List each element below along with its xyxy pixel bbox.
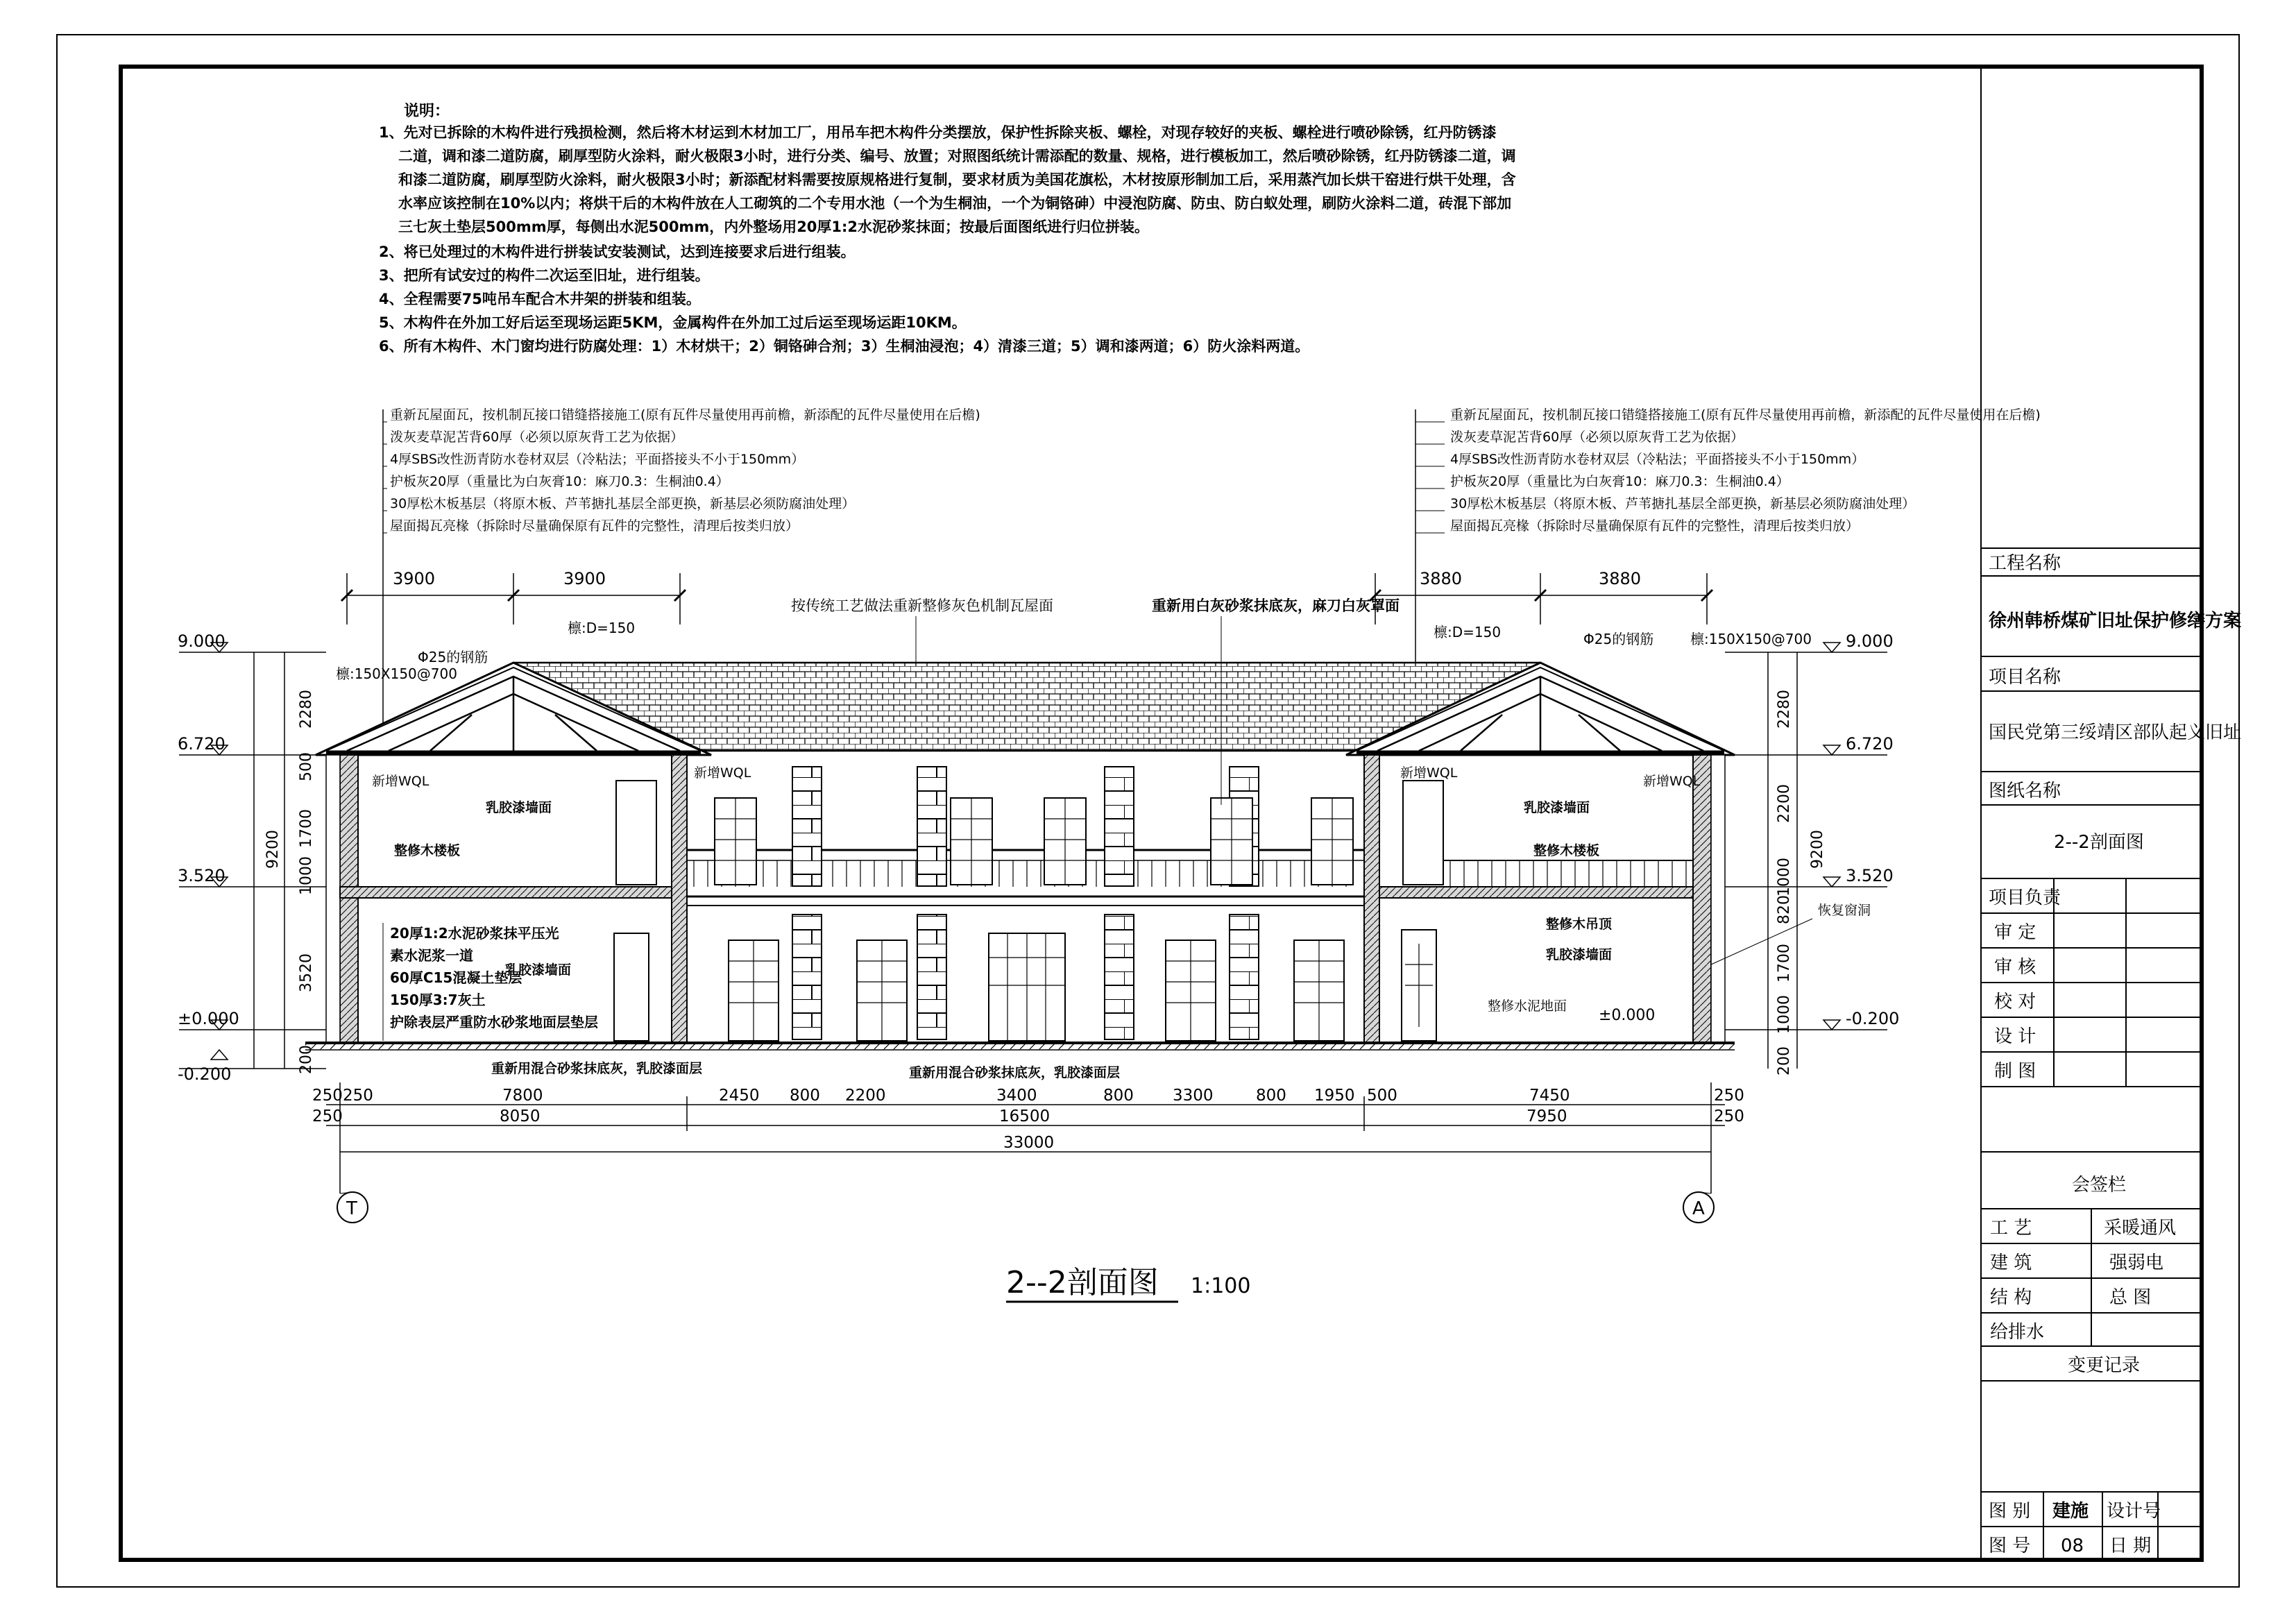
beam-note: 檩:150X150@700 xyxy=(336,665,457,682)
elevation-label: 6.720 xyxy=(1846,734,1894,754)
tb-project-name: 徐州韩桥煤矿旧址保护修缮方案 xyxy=(1989,611,2242,631)
plaster-note: 重新用混合砂浆抹底灰，乳胶漆面层 xyxy=(491,1061,703,1076)
dim-total: 33000 xyxy=(1003,1134,1055,1152)
dim-label: 800 xyxy=(1256,1087,1286,1105)
note-line: 5、木构件在外加工好后运至现场运距5KM，金属构件在外加工过后运至现场运距10KM。 xyxy=(379,314,967,331)
beam-note: 檩:150X150@700 xyxy=(1690,631,1812,647)
dim-label: 250 xyxy=(1714,1107,1744,1125)
vert-total: 9200 xyxy=(1809,830,1826,869)
dim-label: 3880 xyxy=(1599,569,1642,588)
tb-sign-left: 工 艺 xyxy=(1990,1218,2032,1239)
tb-item-name: 国民党第三绥靖区部队起义旧址 xyxy=(1989,722,2242,743)
dim-label: 7450 xyxy=(1529,1087,1570,1105)
dim-row-2 xyxy=(312,1107,1744,1125)
floor-layer-note: 20厚1:2水泥砂浆抹平压光 xyxy=(390,925,559,942)
latex-wall-note: 乳胶漆墙面 xyxy=(486,800,552,815)
vert-dim: 200 xyxy=(298,1045,315,1074)
roof-note: 4厚SBS改性沥青防水卷材双层（冷粘法；平面搭接头不小于150mm） xyxy=(390,452,805,467)
drawing-scale: 1:100 xyxy=(1191,1274,1251,1298)
vert-dim: 1700 xyxy=(1776,944,1793,983)
plaster-note: 重新用混合砂浆抹底灰，乳胶漆面层 xyxy=(909,1065,1121,1080)
dim-label: 3900 xyxy=(393,569,436,588)
new-wql-label: 新增WQL xyxy=(1643,774,1701,789)
tb-role: 校 对 xyxy=(1994,992,2036,1012)
roof-note: 屋面揭瓦亮椽（拆除时尽量确保原有瓦件的完整性，清理后按类归放） xyxy=(1450,518,1860,534)
tb-role: 项目负责 xyxy=(1989,887,2061,908)
vert-dim: 200 xyxy=(1776,1046,1793,1076)
purlin-note: 檩:D=150 xyxy=(568,620,636,636)
note-line: 4、全程需要75吨吊车配合木井架的拼装和组装。 xyxy=(379,291,701,307)
new-wql-label: 新增WQL xyxy=(372,774,430,789)
purlin-note: 檩:D=150 xyxy=(1434,624,1502,640)
dim-label: 3900 xyxy=(563,569,606,588)
vert-dim: 2280 xyxy=(298,690,315,729)
dim-label: 3880 xyxy=(1420,569,1463,588)
axis-markers xyxy=(337,1192,1714,1223)
dim-label: 3400 xyxy=(996,1087,1037,1105)
dim-label: 250 xyxy=(312,1107,343,1125)
vert-total: 9200 xyxy=(264,830,282,869)
axis-label: T xyxy=(346,1198,357,1219)
tb-no-value: 08 xyxy=(2061,1536,2084,1556)
tb-change-label: 变更记录 xyxy=(2068,1355,2141,1376)
tb-sign-left: 结 构 xyxy=(1990,1287,2032,1308)
latex-wall-note: 乳胶漆墙面 xyxy=(1546,947,1613,962)
floor-layer-note: 60厚C15混凝土垫层 xyxy=(390,969,522,986)
floor-note: 整修木楼板 xyxy=(1533,843,1600,858)
tb-cat-value: 建施 xyxy=(2052,1501,2089,1522)
roof-note: 屋面揭瓦亮椽（拆除时尽量确保原有瓦件的完整性，清理后按类归放） xyxy=(390,518,799,534)
tb-item-label: 项目名称 xyxy=(1989,667,2061,688)
latex-wall-note: 乳胶漆墙面 xyxy=(505,962,572,978)
roof-note: 重新瓦屋面瓦，按机制瓦接口错缝搭接施工(原有瓦件尽量使用再前檐，新添配的瓦件尽量使用在后檐) xyxy=(1450,407,2041,423)
note-line: 水率应该控制在10%以内；将烘干后的木构件放在人工砌筑的二个专用水池（一个为生桐油，一个为铜铬砷）中浸泡防腐、防虫、防白蚁处理，刷防火涂料二道，砖混下部加 xyxy=(398,195,1512,212)
tb-sign-left: 给排水 xyxy=(1990,1322,2045,1343)
floor-layer-note: 护除表层严重防水砂浆地面层垫层 xyxy=(390,1014,598,1030)
dim-label: 7800 xyxy=(502,1087,543,1105)
roof-note: 30厚松木板基层（将原木板、芦苇搪扎基层全部更换，新基层必须防腐油处理） xyxy=(390,496,856,511)
dim-label: 2200 xyxy=(845,1087,886,1105)
elevation-label: 3.520 xyxy=(178,866,226,885)
elevation-label: 9.000 xyxy=(1846,631,1894,651)
elevations-right xyxy=(1725,643,1887,1030)
dim-label: 16500 xyxy=(999,1107,1051,1125)
latex-wall-note: 乳胶漆墙面 xyxy=(1524,800,1590,815)
vert-dim: 1000 xyxy=(298,856,315,895)
tb-role: 审 定 xyxy=(1994,922,2036,943)
vert-dim: 500 xyxy=(298,752,315,781)
general-notes xyxy=(379,103,1516,355)
roof-note: 护板灰20厚（重量比为白灰膏10：麻刀0.3：生桐油0.4） xyxy=(390,474,729,489)
tb-drawing-name: 2--2剖面图 xyxy=(2054,832,2144,853)
note-line: 3、把所有试安过的构件二次运至旧址，进行组装。 xyxy=(379,267,710,284)
tb-cat-label: 图 别 xyxy=(1989,1501,2031,1522)
dim-label: 3300 xyxy=(1173,1087,1214,1105)
datum-label: ±0.000 xyxy=(1599,1007,1656,1024)
elevation-label: ±0.000 xyxy=(178,1009,239,1028)
roof-center-note: 按传统工艺做法重新整修灰色机制瓦屋面 xyxy=(791,597,1053,614)
restore-window-note: 恢复窗洞 xyxy=(1818,903,1871,918)
dim-label: 800 xyxy=(790,1087,820,1105)
tb-drawing-label: 图纸名称 xyxy=(1989,781,2061,801)
floor-layer-note: 150厚3:7灰土 xyxy=(390,992,486,1008)
rebar-note: Φ25的钢筋 xyxy=(418,649,488,665)
roof-note: 30厚松木板基层（将原木板、芦苇搪扎基层全部更换，新基层必须防腐油处理） xyxy=(1450,496,1916,511)
tb-design-no-label: 设计号 xyxy=(2107,1501,2161,1522)
note-line: 1、先对已拆除的木构件进行残损检测，然后将木材运到木材加工厂，用吊车把木构件分类摆放，保护性拆除夹板、螺栓，对现存较好的夹板、螺栓进行喷砂除锈，红丹防锈漆 xyxy=(379,124,1497,141)
vert-dim: 1000 xyxy=(1776,858,1793,897)
floor-note: 整修木楼板 xyxy=(394,843,461,858)
tb-sign-right: 总 图 xyxy=(2109,1287,2152,1308)
note-line: 6、所有木构件、木门窗均进行防腐处理：1）木材烘干；2）铜铬砷合剂；3）生桐油浸泡；4）清漆三道；5）调和漆两道；6）防火涂料两道。 xyxy=(379,338,1310,355)
axis-label: A xyxy=(1692,1198,1705,1219)
roof-note: 护板灰20厚（重量比为白灰膏10：麻刀0.3：生桐油0.4） xyxy=(1450,474,1789,489)
note-line: 三七灰土垫层500mm厚，每侧出水泥500mm，内外整场用20厚1:2水泥砂浆抹面；按最后面图纸进行归位拼装。 xyxy=(398,219,1150,235)
dim-label: 250 xyxy=(1714,1087,1744,1105)
tb-role: 审 核 xyxy=(1994,957,2036,978)
elevation-label: -0.200 xyxy=(178,1064,232,1084)
new-wql-label: 新增WQL xyxy=(1400,765,1458,781)
dim-label: 2450 xyxy=(719,1087,760,1105)
dim-label: 250 xyxy=(312,1087,343,1105)
tb-no-label: 图 号 xyxy=(1989,1536,2031,1556)
tb-sign-left: 建 筑 xyxy=(1990,1252,2032,1273)
ceiling-center-note: 重新用白灰砂浆抹底灰，麻刀白灰罩面 xyxy=(1152,597,1400,614)
ceiling-note: 整修木吊顶 xyxy=(1546,917,1613,932)
vert-dim: 1000 xyxy=(1776,995,1793,1034)
vert-dim: 3520 xyxy=(298,953,315,992)
tb-role: 设 计 xyxy=(1994,1026,2036,1047)
note-line: 和漆二道防腐，刷厚型防火涂料，耐火极限3小时；新添配材料需要按原规格进行复制，要求材质为美国花旗松，木材按原形制加工后，采用蒸汽加长烘干窑进行烘干处理，含 xyxy=(398,171,1516,188)
dim-label: 7950 xyxy=(1527,1107,1567,1125)
new-wql-label: 新增WQL xyxy=(694,765,751,781)
roof-note: 泼灰麦草泥苫背60厚（必须以原灰背工艺为依据） xyxy=(390,430,684,445)
note-line: 2、将已处理过的木构件进行拼装试安装测试，达到连接要求后进行组装。 xyxy=(379,244,856,260)
dim-label: 800 xyxy=(1103,1087,1134,1105)
building-section xyxy=(305,663,1735,1050)
elevation-label: 9.000 xyxy=(178,631,226,651)
tb-sign-right: 采暖通风 xyxy=(2104,1218,2177,1239)
dim-label: 8050 xyxy=(500,1107,541,1125)
elevation-label: 6.720 xyxy=(178,734,226,754)
tb-sign-label: 会签栏 xyxy=(2072,1175,2127,1196)
elevation-label: -0.200 xyxy=(1846,1009,1900,1028)
tb-sign-right: 强弱电 xyxy=(2109,1252,2164,1273)
tb-role: 制 图 xyxy=(1994,1061,2036,1082)
dim-label: 250 xyxy=(343,1087,373,1105)
tb-project-label: 工程名称 xyxy=(1989,553,2061,574)
cement-floor-note: 整修水泥地面 xyxy=(1488,999,1567,1014)
elevation-label: 3.520 xyxy=(1846,866,1894,885)
vert-dim: 2280 xyxy=(1776,690,1793,729)
roof-note: 泼灰麦草泥苫背60厚（必须以原灰背工艺为依据） xyxy=(1450,430,1744,445)
roof-note: 4厚SBS改性沥青防水卷材双层（冷粘法；平面搭接头不小于150mm） xyxy=(1450,452,1865,467)
drawing-title: 2--2剖面图 xyxy=(1006,1265,1159,1300)
dim-label: 500 xyxy=(1367,1087,1397,1105)
notes-heading: 说明： xyxy=(404,103,450,120)
roof-note: 重新瓦屋面瓦，按机制瓦接口错缝搭接施工(原有瓦件尽量使用再前檐，新添配的瓦件尽量使用在后檐) xyxy=(390,407,980,423)
rebar-note: Φ25的钢筋 xyxy=(1583,631,1654,647)
dim-label: 1950 xyxy=(1314,1087,1355,1105)
vert-dim: 2200 xyxy=(1776,784,1793,823)
dim-row-1 xyxy=(312,1087,1744,1105)
tb-date-label: 日 期 xyxy=(2109,1536,2152,1556)
vert-dim: 1700 xyxy=(298,809,315,848)
note-line: 二道，调和漆二道防腐，刷厚型防火涂料，耐火极限3小时，进行分类、编号、放置；对照图纸统计需添配的数量、规格，进行模板加工，然后喷砂除锈，红丹防锈漆二道，调 xyxy=(398,148,1516,164)
vert-dim: 820 xyxy=(1776,895,1793,924)
floor-layer-note: 素水泥浆一道 xyxy=(390,947,473,964)
